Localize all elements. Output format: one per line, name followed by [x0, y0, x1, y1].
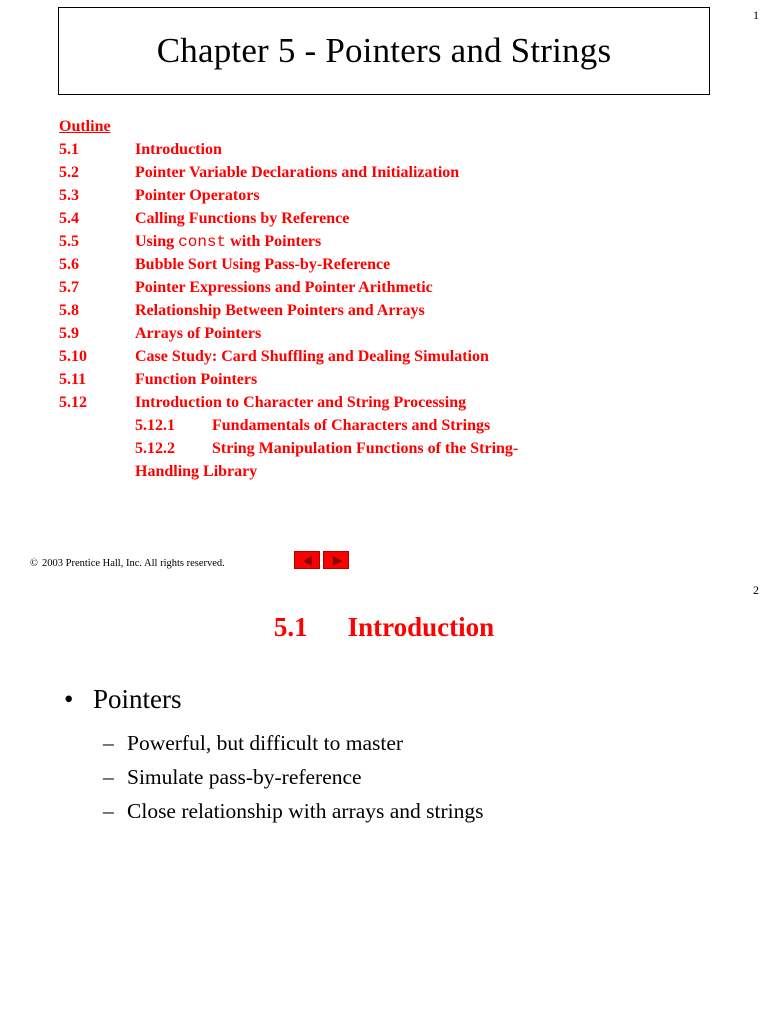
- slide-navigation: [294, 551, 352, 569]
- outline-item-number: 5.5: [59, 233, 79, 250]
- outline-subitem-number: 5.12.2: [135, 440, 175, 457]
- title-box: [58, 7, 710, 95]
- outline-item[interactable]: [59, 253, 391, 276]
- outline-item-number: 5.6: [59, 256, 79, 273]
- outline-item[interactable]: [59, 299, 425, 322]
- right-triangle-icon: [333, 556, 342, 566]
- outline-subitem[interactable]: [59, 414, 491, 437]
- outline-subitem-label: String Manipulation Functions of the String-: [212, 440, 519, 457]
- outline-item-label: Pointer Variable Declarations and Initialization: [135, 164, 460, 181]
- copyright-text: 2003 Prentice Hall, Inc. All rights reserved.: [41, 558, 225, 569]
- previous-slide-button[interactable]: [294, 551, 320, 569]
- outline-item[interactable]: [59, 230, 322, 253]
- outline-subitem-label: Fundamentals of Characters and Strings: [212, 417, 491, 434]
- sub-bullet-list: [103, 726, 483, 828]
- sub-bullet-item: [103, 794, 483, 828]
- copyright-icon: ©: [30, 558, 38, 569]
- left-triangle-icon: [303, 556, 312, 566]
- outline-item[interactable]: [59, 276, 433, 299]
- bullet-text: Pointers: [93, 684, 182, 714]
- outline-item-label: Function Pointers: [135, 371, 258, 388]
- section-number: 5.1: [273, 612, 308, 642]
- sub-bullet-text: Close relationship with arrays and strings: [127, 799, 484, 823]
- outline-subitem-continuation[interactable]: [59, 460, 258, 483]
- outline-item-number: 5.2: [59, 164, 79, 181]
- sub-bullet-item: [103, 726, 483, 760]
- bullet-icon: •: [64, 684, 74, 714]
- outline-item[interactable]: [59, 138, 222, 161]
- outline-item-text-before: Using: [135, 233, 179, 250]
- page-number: 1: [753, 8, 759, 22]
- dash-icon: –: [103, 731, 114, 755]
- outline-item-number: 5.1: [59, 141, 79, 158]
- section-title: [0, 612, 768, 643]
- sub-bullet-item: [103, 760, 483, 794]
- bullet-item: [64, 684, 182, 715]
- page-number: 2: [753, 583, 759, 597]
- outline-item-label: Arrays of Pointers: [135, 325, 262, 342]
- outline-item-label: Calling Functions by Reference: [135, 210, 350, 227]
- outline-item-label: Case Study: Card Shuffling and Dealing Simulation: [135, 348, 489, 365]
- outline-item-label: Introduction: [135, 141, 222, 158]
- outline-subitem-label-continued: Handling Library: [135, 463, 258, 480]
- outline-item[interactable]: [59, 184, 260, 207]
- outline-subitem-number: 5.12.1: [135, 417, 175, 434]
- dash-icon: –: [103, 799, 114, 823]
- outline-item-label: Introduction to Character and String Processing: [135, 394, 467, 411]
- outline: [59, 115, 519, 483]
- code-keyword: const: [178, 233, 227, 251]
- outline-item-number: 5.11: [59, 371, 87, 388]
- outline-item[interactable]: [59, 345, 489, 368]
- outline-item-number: 5.8: [59, 302, 79, 319]
- slide-title: Chapter 5 - Pointers and Strings: [156, 31, 612, 70]
- outline-item-label: Bubble Sort Using Pass-by-Reference: [135, 256, 391, 273]
- outline-item-number: 5.10: [59, 348, 87, 365]
- outline-item-number: 5.7: [59, 279, 79, 296]
- outline-item-number: 5.4: [59, 210, 79, 227]
- sub-bullet-text: Simulate pass-by-reference: [127, 765, 362, 789]
- outline-subitem[interactable]: [59, 437, 519, 460]
- copyright: [30, 558, 225, 569]
- outline-item[interactable]: [59, 161, 460, 184]
- next-slide-button[interactable]: [323, 551, 349, 569]
- outline-item-label: Relationship Between Pointers and Arrays: [135, 302, 425, 319]
- outline-item[interactable]: [59, 322, 262, 345]
- outline-item[interactable]: [59, 391, 467, 414]
- section-title-text: Introduction: [347, 612, 495, 642]
- outline-item[interactable]: [59, 207, 350, 230]
- outline-item-number: 5.12: [59, 394, 87, 411]
- outline-item-number: 5.3: [59, 187, 79, 204]
- outline-item-label: Pointer Expressions and Pointer Arithmetic: [135, 279, 433, 296]
- outline-item[interactable]: [59, 368, 258, 391]
- sub-bullet-text: Powerful, but difficult to master: [127, 731, 404, 755]
- outline-heading[interactable]: Outline: [59, 118, 111, 135]
- outline-item-text-after: with Pointers: [226, 233, 322, 250]
- outline-item-label: [135, 230, 321, 254]
- dash-icon: –: [103, 765, 114, 789]
- outline-item-number: 5.9: [59, 325, 79, 342]
- outline-item-label: Pointer Operators: [135, 187, 260, 204]
